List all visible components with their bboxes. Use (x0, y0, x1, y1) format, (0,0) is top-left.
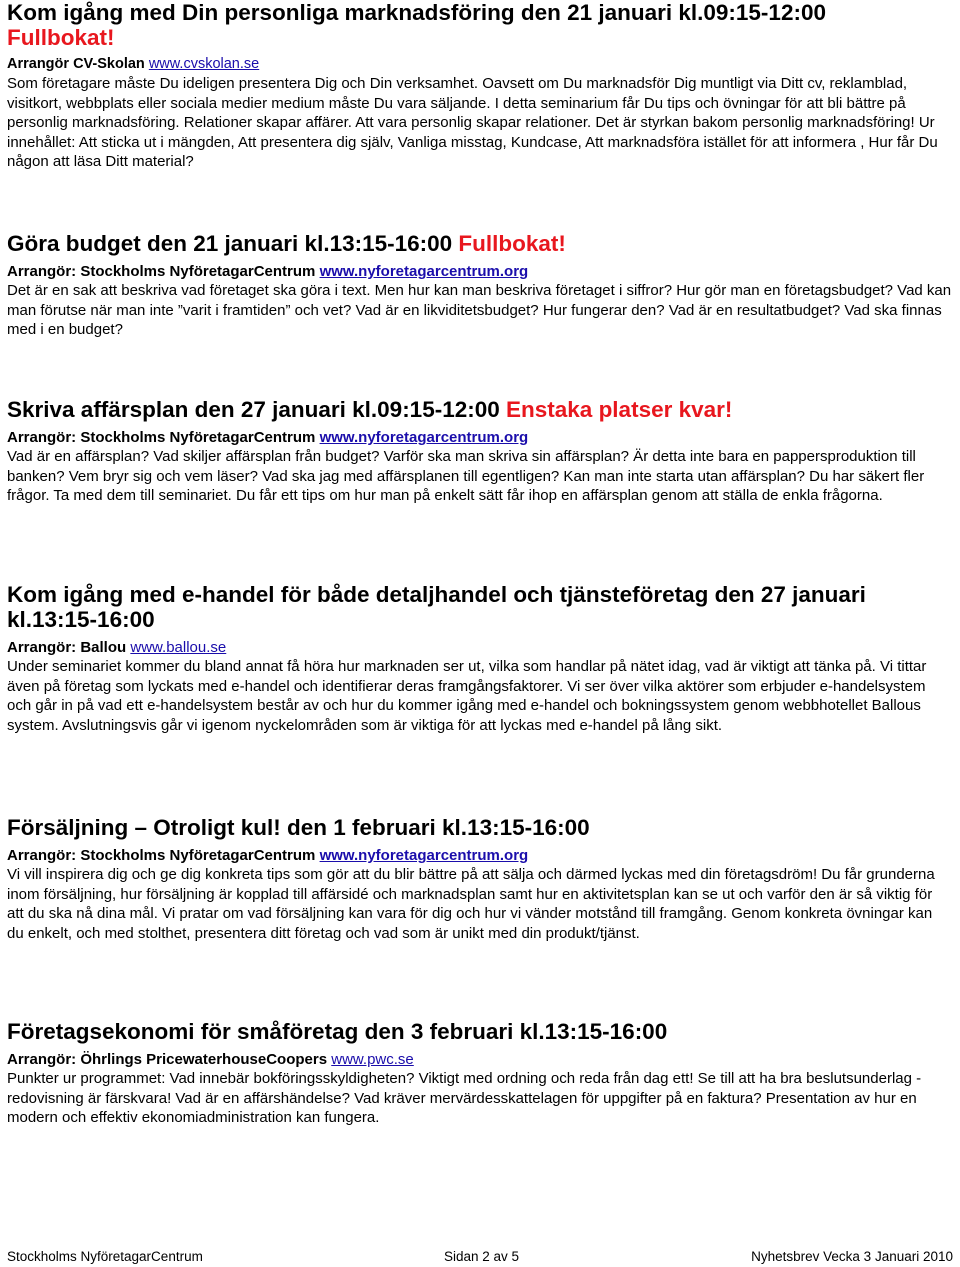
organizer-line: Arrangör: Stockholms NyföretagarCentrum www.nyforetagarcentrum.org (7, 847, 529, 864)
seminar-section-3 (7, 397, 953, 506)
organizer-link[interactable]: www.nyforetagarcentrum.org (319, 263, 529, 280)
organizer-line: Arrangör CV-Skolan www.cvskolan.se (7, 56, 260, 72)
status-label: Fullbokat! (7, 25, 115, 50)
organizer-link[interactable]: www.pwc.se (331, 1051, 414, 1068)
seminar-title: Skriva affärsplan den 27 januari kl.09:15-12:00 Enstaka platser kvar! (7, 397, 733, 422)
seminar-title: Företagsekonomi för småföretag den 3 februari kl.13:15-16:00 (7, 1019, 668, 1044)
status-label: Enstaka platser kvar! (506, 397, 733, 422)
seminar-description: Det är en sak att beskriva vad företaget ska göra i text. Men hur kan man beskriva företaget i siffror? Hur gör man en företagsbudget? Vad kan man förutse när man inte ”varit i framtiden” och vet? Vad är en likviditetsbudget? Hur fungerar den? Vad är en resultatbudget? Vad ska finnas med i en budget? (7, 282, 952, 338)
seminar-section-4 (7, 582, 953, 735)
organizer-link[interactable]: www.cvskolan.se (148, 56, 260, 72)
seminar-title: Göra budget den 21 januari kl.13:15-16:00 Fullbokat! (7, 231, 566, 256)
footer-page-number: Sidan 2 av 5 (444, 1249, 520, 1264)
seminar-title: Kom igång med Din personliga marknadsföring den 21 januari kl.09:15-12:00 Fullbokat! (7, 0, 826, 50)
seminar-description: Punkter ur programmet: Vad innebär bokföringsskyldigheten? Viktigt med ordning och reda från dag ett! Se till att ha bra beslutsunderlag - redovisning är färskvara! Vad är en affärshändelse? Vad kräver mervärdesskattelagen för uppgifter på en faktura? Presentation av hur en modern och effektiv ekonomiadministration kan fungera. (7, 1070, 922, 1126)
seminar-description: Under seminariet kommer du bland annat få höra hur marknaden ser ut, vilka som handlar på nätet idag, vad är viktigt att tänka på. Vi tittar även på företag som lyckats med e-handel och identifierar deras framgångsfaktorer. Vi ser över vilka aktörer som erbjuder e-handelsystem och går in på vad ett e-handelsystem består av och hur du kommer igång med e-handel och bokningssystem genom webbhotellet Ballous system. Avslutningsvis går vi igenom nyckelområden som är viktiga för att lyckas med e-handel på lång sikt. (7, 658, 927, 734)
organizer-link[interactable]: www.nyforetagarcentrum.org (319, 429, 529, 446)
organizer-line: Arrangör: Stockholms NyföretagarCentrum www.nyforetagarcentrum.org (7, 429, 529, 446)
seminar-description: Vad är en affärsplan? Vad skiljer affärsplan från budget? Varför ska man skriva sin affärsplan? Är detta inte bara en pappersproduktion till banken? Vem bryr sig och vem läser? Vad ska jag med affärsplanen till egentligen? Kan man inte starta utan affärsplan? Du har säkert fler frågor. Ta med dem till seminariet. Du får ett tips om hur man på enkelt sätt får ihop en affärsplan genom att ställa de enkla frågorna. (7, 448, 925, 504)
organizer-line: Arrangör: Stockholms NyföretagarCentrum www.nyforetagarcentrum.org (7, 263, 529, 280)
seminar-description: Som företagare måste Du ideligen presentera Dig och Din verksamhet. Oavsett om Du marknadsför Dig muntligt via Ditt cv, reklamblad, visitkort, webbplats eller sociala medier medium måste Du vara säljande. I detta seminarium får Du tips och övningar för att bli bättre på personlig marknadsföring. Relationer skapar affärer. Att vara personlig skapar relationer. Det är styrkan bakom personlig marknadsföring! Ur innehållet: Att sticka ut i mängden, Att presentera dig själv, Vanliga misstag, Kundcase, Att marknadsföra istället för att informera , Hur får Du någon att läsa Ditt material? (7, 75, 938, 171)
footer-issue: Nyhetsbrev Vecka 3 Januari 2010 (751, 1249, 953, 1264)
organizer-link[interactable]: www.nyforetagarcentrum.org (319, 847, 529, 864)
seminar-section-2 (7, 231, 953, 340)
footer-organization: Stockholms NyföretagarCentrum (7, 1249, 203, 1264)
seminar-section-5 (7, 815, 953, 943)
organizer-line: Arrangör: Ballou www.ballou.se (7, 639, 227, 656)
seminar-title: Kom igång med e-handel för både detaljhandel och tjänsteföretag den 27 januari kl.13:15-16:00 (7, 582, 866, 632)
status-label: Fullbokat! (458, 231, 566, 256)
seminar-section-1 (7, 0, 953, 172)
organizer-line: Arrangör: Öhrlings PricewaterhouseCoopers www.pwc.se (7, 1051, 414, 1068)
seminar-description: Vi vill inspirera dig och ge dig konkreta tips som gör att du blir bättre på att sälja och därmed lyckas med din företagsdröm! Du får grunderna inom försäljning, hur försäljning är kopplad till affärsidé och marknadsplan samt hur en aktivitetsplan kan se ut och varför den är så viktig för att du ska nå dina mål. Vi pratar om vad försäljning kan vara för dig och hur vi vänder motstånd till framgång. Genom konkreta övningar kan du enkelt, och med stolthet, presentera ditt företag och vad som är unikt med din produkt/tjänst. (7, 866, 935, 942)
seminar-title: Försäljning – Otroligt kul! den 1 februari kl.13:15-16:00 (7, 815, 590, 840)
seminar-section-6 (7, 1019, 953, 1128)
organizer-link[interactable]: www.ballou.se (130, 639, 227, 656)
